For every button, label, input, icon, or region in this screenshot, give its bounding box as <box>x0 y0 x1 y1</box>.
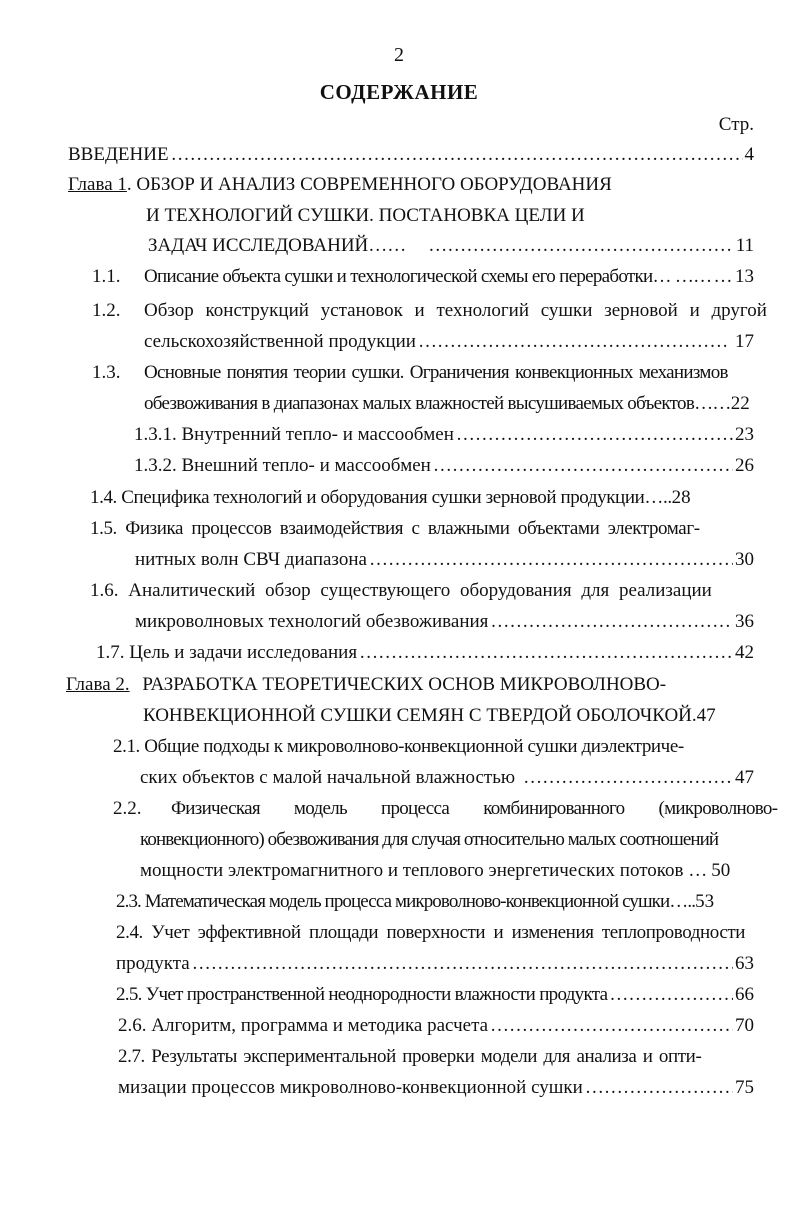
toc-entry-label: обезвоживания в диапазонах малых влажностей высушиваемых объектов…… <box>144 393 731 414</box>
toc-entry-1-3-2[interactable] <box>134 455 754 477</box>
leader-dots <box>359 642 733 664</box>
toc-entry-2-1[interactable] <box>113 736 684 758</box>
toc-entry-label: Обзор конструкций установок и технологий сушки зерновой и другой <box>144 300 767 321</box>
toc-entry-page: 30 <box>735 549 754 570</box>
leader-dots <box>609 984 733 1006</box>
toc-entry-label: 2.3. Математическая модель процесса микроволново-конвекционной сушки….. <box>116 891 696 912</box>
toc-entry-1-2[interactable] <box>92 300 767 322</box>
section-number: 1.3. <box>92 362 121 383</box>
toc-entry-label: сельскохозяйственной продукции <box>144 331 416 352</box>
chapter-title-part: ЗАДАЧ ИССЛЕДОВАНИЙ…… <box>148 235 407 256</box>
document-title: СОДЕРЖАНИЕ <box>319 80 479 104</box>
toc-entry-label: продукта <box>116 953 190 974</box>
toc-entry-page: 4 <box>744 144 754 165</box>
toc-entry-1-3-line2 <box>144 393 754 415</box>
toc-entry-page: 28 <box>671 487 691 508</box>
toc-entry-page: 23 <box>735 424 754 445</box>
toc-entry-page: 36 <box>735 611 754 632</box>
toc-chapter-1-line1[interactable] <box>68 174 612 196</box>
chapter-prefix: Глава 1 <box>68 174 127 195</box>
toc-chapter-1-line3 <box>148 235 754 257</box>
leader-dots <box>433 455 733 477</box>
chapter-prefix: Глава 2. <box>66 674 130 695</box>
toc-entry-1-5[interactable] <box>90 518 700 540</box>
leader-dots <box>585 1077 733 1099</box>
toc-entry-label: 1.7. Цель и задачи исследования <box>96 642 358 663</box>
toc-entry-label: мизации процессов микроволново-конвекционной сушки <box>118 1077 583 1098</box>
toc-entry-label: конвекционного) обезвоживания для случая относительно малых соотношений <box>140 829 719 850</box>
toc-entry-label: нитных волн СВЧ диапазона <box>135 549 367 570</box>
toc-entry-page: 13 <box>735 266 754 287</box>
toc-entry-label: Основные понятия теории сушки. Ограничения конвекционных механизмов <box>144 362 728 383</box>
toc-entry-1-3-1[interactable] <box>134 424 754 446</box>
toc-entry-2-4-line2 <box>116 953 754 975</box>
toc-entry-page: 22 <box>730 393 750 414</box>
leader-dots <box>418 331 727 353</box>
toc-entry-page: 26 <box>735 455 754 476</box>
toc-entry-page: 53 <box>695 891 715 912</box>
toc-entry-label: 1.6. Аналитический обзор существующего оборудования для реализации <box>90 580 712 601</box>
toc-entry-page: 11 <box>735 235 754 256</box>
toc-entry-label: ВВЕДЕНИЕ <box>68 144 169 165</box>
toc-entry-2-3[interactable] <box>116 891 754 913</box>
toc-entry-1-1[interactable] <box>92 266 754 288</box>
section-number: 1.2. <box>92 300 121 321</box>
toc-chapter-2-line1[interactable] <box>66 674 666 696</box>
toc-entry-page: 70 <box>735 1015 754 1036</box>
toc-entry-page: 42 <box>735 642 754 663</box>
leader-dots <box>523 767 733 789</box>
leader-dots <box>192 953 733 975</box>
toc-chapter-2-line2 <box>143 705 716 727</box>
toc-entry-page: 47 <box>735 767 754 788</box>
toc-entry-2-2-line3 <box>140 860 754 882</box>
toc-entry-1-5-line2 <box>135 549 754 571</box>
toc-entry-page: 75 <box>735 1077 754 1098</box>
toc-entry-2-2[interactable] <box>113 798 777 820</box>
toc-entry-label: 1.4. Специфика технологий и оборудования сушки зерновой продукции….. <box>90 487 672 508</box>
toc-entry-label: микроволновых технологий обезвоживания <box>135 611 489 632</box>
toc-entry-label: ских объектов с малой начальной влажностью <box>140 767 516 788</box>
toc-entry-label: мощности электромагнитного и теплового энергетических потоков … <box>140 860 708 881</box>
section-number: 1.1. <box>92 266 121 287</box>
toc-entry-page: 47 <box>696 705 716 726</box>
toc-entry-1-6[interactable] <box>90 580 712 602</box>
chapter-title-part: РАЗРАБОТКА ТЕОРЕТИЧЕСКИХ ОСНОВ МИКРОВОЛНОВО- <box>142 674 667 695</box>
toc-entry-2-7-line2 <box>118 1077 754 1099</box>
leader-dots <box>490 1015 733 1037</box>
toc-entry-2-4[interactable] <box>116 922 745 944</box>
toc-entry-1-3[interactable] <box>92 362 728 384</box>
toc-entry-page: 63 <box>735 953 754 974</box>
toc-entry-1-4[interactable] <box>90 487 754 509</box>
leader-dots <box>456 424 733 446</box>
toc-chapter-1-line2: И ТЕХНОЛОГИЙ СУШКИ. ПОСТАНОВКА ЦЕЛИ И <box>146 205 585 226</box>
toc-entry-label: 2.6. Алгоритм, программа и методика расчета <box>118 1015 489 1036</box>
leader-dots <box>428 235 733 257</box>
toc-entry-page: 66 <box>735 984 754 1005</box>
toc-entry-1-7[interactable] <box>96 642 754 664</box>
toc-entry-introduction[interactable] <box>68 144 754 166</box>
leader-dots <box>490 611 733 633</box>
toc-entry-2-5[interactable] <box>116 984 754 1006</box>
leader-dots <box>369 549 733 571</box>
toc-entry-page: 17 <box>735 331 754 352</box>
toc-entry-label: 1.3.1. Внутренний тепло- и массообмен <box>134 424 454 445</box>
toc-entry-2-6[interactable] <box>118 1015 754 1037</box>
toc-entry-label: 2.4. Учет эффективной площади поверхности и изменения теплопроводности <box>116 922 746 943</box>
toc-entry-1-2-line2 <box>144 331 754 353</box>
chapter-title-part: . ОБЗОР И АНАЛИЗ СОВРЕМЕННОГО ОБОРУДОВАНИЯ <box>126 174 612 195</box>
toc-entry-label: 1.5. Физика процессов взаимодействия с влажными объектами электромаг- <box>90 518 700 539</box>
toc-entry-2-7[interactable] <box>118 1046 701 1068</box>
leader-dots <box>713 266 733 288</box>
toc-entry-label: Физическая модель процесса комбинированного (микроволново- <box>171 798 778 819</box>
page-column-label: Стр. <box>718 114 754 135</box>
toc-entry-2-2-line2 <box>140 829 718 851</box>
toc-entry-1-6-line2 <box>135 611 754 633</box>
toc-entry-label: 2.1. Общие подходы к микроволново-конвекционной сушки диэлектриче- <box>113 736 684 757</box>
toc-entry-label: 2.7. Результаты экспериментальной проверки модели для анализа и опти- <box>118 1046 702 1067</box>
toc-entry-label: 2.5. Учет пространственной неоднородности влажности продукта <box>116 984 608 1005</box>
page-number: 2 <box>394 44 404 66</box>
toc-entry-label: Описание объекта сушки и технологической схемы его переработки… …… <box>144 266 712 287</box>
toc-entry-page: 50 <box>711 860 731 881</box>
leader-dots <box>171 144 743 166</box>
section-number: 2.2. <box>113 798 142 819</box>
chapter-title-part: КОНВЕКЦИОННОЙ СУШКИ СЕМЯН С ТВЕРДОЙ ОБОЛОЧКОЙ. <box>143 705 697 726</box>
toc-entry-label: 1.3.2. Внешний тепло- и массообмен <box>134 455 431 476</box>
toc-entry-2-1-line2 <box>140 767 754 789</box>
